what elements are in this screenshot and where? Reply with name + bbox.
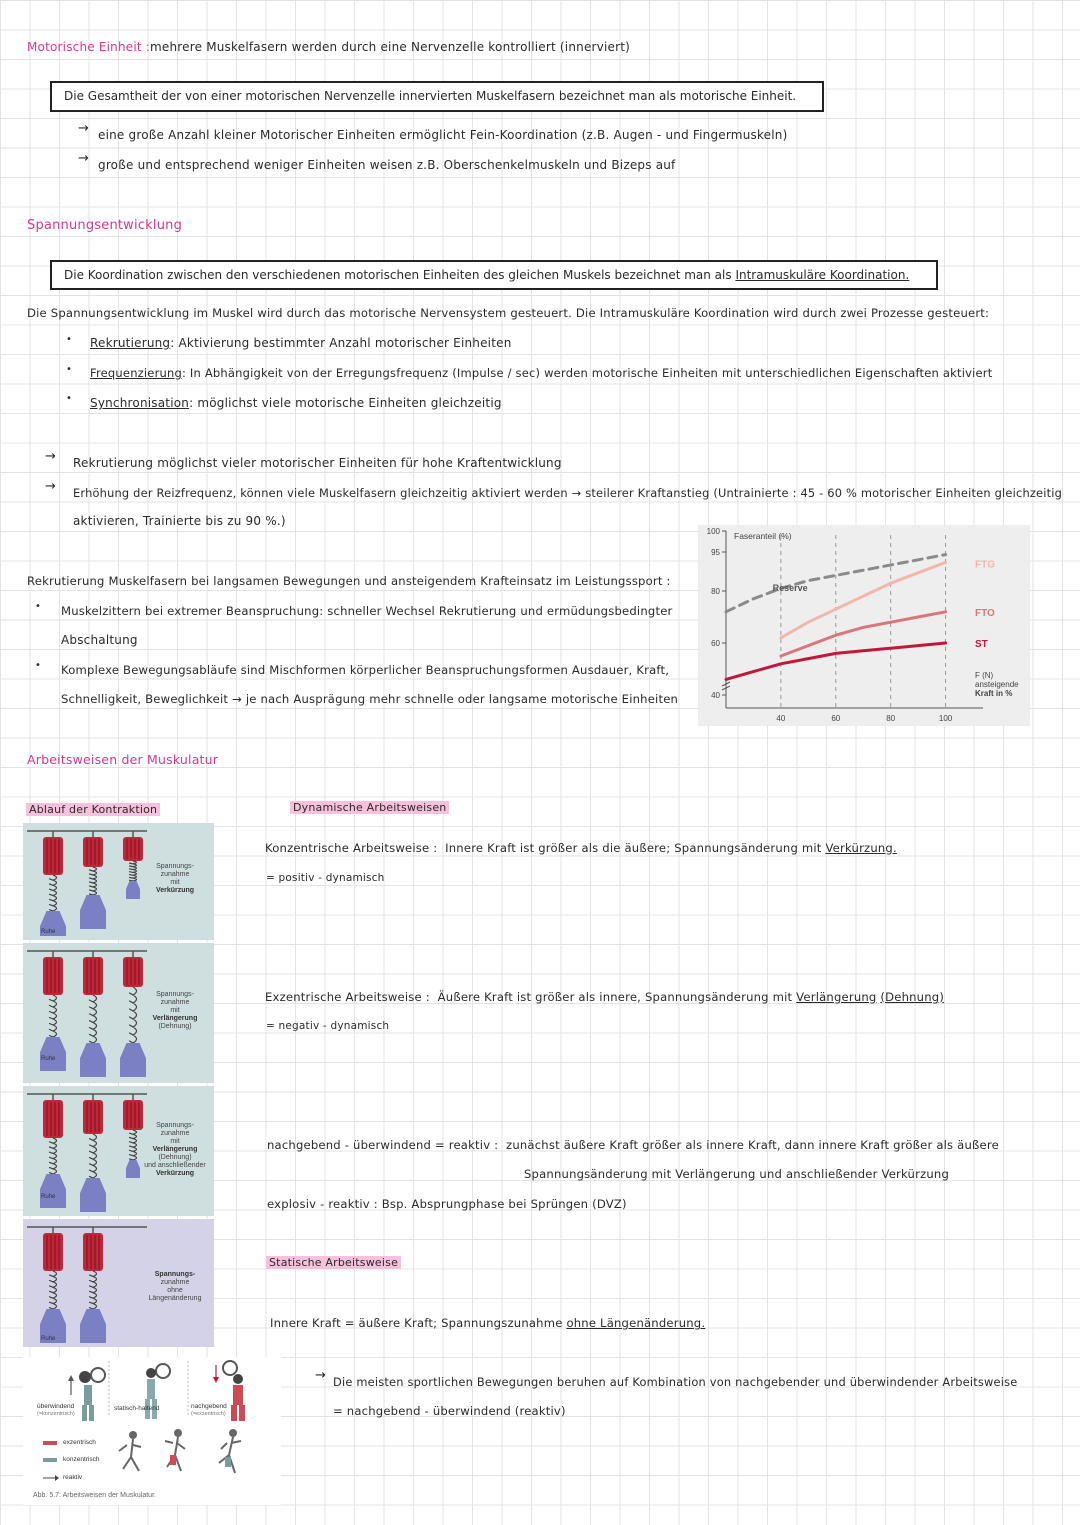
arrow-icon: → [315, 1368, 326, 1383]
motor-arrow-1: eine große Anzahl kleiner Motorischer Einheiten ermöglicht Fein-Koordination (z.B. Augen - und Fingermuskeln) [98, 128, 788, 142]
spring [130, 861, 137, 881]
bullet-icon: • [35, 660, 41, 671]
rekrutierung-line: Rekrutierung Muskelfasern bei langsamen Bewegungen und ansteigendem Krafteinsatz im Leistungssport : [27, 574, 671, 588]
motor-label: Motorische Einheit : [27, 40, 151, 54]
panel-line: zunahme [160, 1279, 190, 1286]
panel-label [145, 991, 205, 1031]
legend-konzentrisch: konzentrisch [63, 1456, 100, 1463]
arrow-icon: → [45, 449, 56, 464]
series-label-reserve: Reserve [772, 583, 808, 593]
motor-definition-box [50, 81, 824, 112]
exzentrisch-underline-1: Verlängerung [796, 990, 877, 1004]
x-axis-label: ansteigende [975, 680, 1019, 689]
bullet-icon: • [66, 334, 72, 345]
bullet-icon: • [66, 364, 72, 375]
ruhe-label: Ruhe [41, 1194, 56, 1200]
ablauf-heading [26, 803, 160, 816]
dynamisch-heading [290, 801, 449, 814]
spannung-intro: Die Spannungsentwicklung im Muskel wird durch das motorische Nervensystem gesteuert. Die Intramuskuläre Koordination wird durch zwei Prozesse gesteuert: [27, 306, 990, 320]
muscle-fibers [43, 837, 63, 875]
dynamisch-text: Dynamische Arbeitsweisen [290, 801, 449, 814]
panel-bold: Verlängerung [152, 1146, 198, 1153]
term-rekrutierung: Rekrutierung [90, 336, 171, 350]
weight [80, 1043, 106, 1077]
motor-definition: mehrere Muskelfasern werden durch eine Nervenzelle kontrolliert (innerviert) [150, 40, 631, 54]
spannung-arrow-2b: aktivieren, Trainierte bis zu 90 %.) [73, 514, 286, 528]
bullet-komplex-cont: Schnelligkeit, Beweglichkeit → je nach Ausprägung mehr schnelle oder langsame motorische Einheiten [61, 692, 679, 706]
exzentrisch-line [265, 990, 944, 1004]
arbeitsweisen-figure [23, 1357, 281, 1505]
panel-bold: Verkürzung [155, 1170, 195, 1177]
term-frequenzierung: Frequenzierung [90, 366, 182, 380]
bullet-icon: • [66, 393, 72, 404]
label-ueberwindend: überwindend [37, 1403, 75, 1410]
y-tick-label: 95 [711, 548, 720, 557]
panel-line: (Dehnung) [158, 1154, 192, 1161]
bullet-komplex: Komplexe Bewegungsabläufe sind Mischformen körperlicher Beanspruchungsformen Ausdauer, Kraft, [61, 663, 670, 677]
label-nachgebend: nachgebend [191, 1403, 227, 1410]
muscle-fibers [123, 837, 143, 861]
arrow-icon: → [78, 151, 89, 166]
konzentrisch-eq: = positiv - dynamisch [266, 872, 385, 884]
arbeit-heading: Arbeitsweisen der Muskulatur [27, 752, 219, 767]
term-synchronisation: Synchronisation [90, 396, 190, 410]
x-axis-label: Kraft in % [975, 689, 1013, 698]
panel-line: zunahme [160, 1130, 190, 1137]
figure-caption: Abb. 5.7: Arbeitsweisen der Muskulatur. [33, 1492, 156, 1499]
label-nachgebend-sub: (=exzentrisch) [191, 1411, 226, 1417]
reaktiv-label: nachgebend - überwindend = reaktiv : [267, 1138, 499, 1152]
panel-bold: Verlängerung [152, 1015, 198, 1022]
exzentrisch-underline-2: (Dehnung) [880, 990, 945, 1004]
panel-bold: Verkürzung [155, 887, 195, 894]
ablauf-text: Ablauf der Kontraktion [26, 803, 160, 816]
label-ueberwindend-sub: (=konzentrisch) [37, 1411, 75, 1417]
reaktiv-line [267, 1138, 999, 1152]
athlete-illustration [23, 1357, 281, 1505]
weight [40, 1037, 66, 1071]
panel-label [141, 1271, 209, 1303]
spannung-heading: Spannungsentwicklung [27, 218, 183, 233]
y-tick-label: 100 [706, 527, 720, 536]
spannung-definition-box [50, 260, 938, 290]
contraction-panel-statisch [23, 1219, 214, 1347]
panel-line: ohne [167, 1287, 183, 1294]
chart-svg [698, 525, 1030, 726]
series-label-fto: FTO [975, 607, 995, 619]
muscle-fibers [123, 957, 143, 987]
panel-line: Spannungs- [156, 991, 194, 998]
spring [90, 995, 97, 1043]
process-synchronisation [90, 396, 502, 410]
panel-line: Spannungs- [156, 863, 194, 870]
y-tick-label: 80 [711, 587, 720, 596]
explosiv-reaktiv-line: explosiv - reaktiv : Bsp. Absprungphase bei Sprüngen (DVZ) [267, 1197, 627, 1211]
intramuskulaere-koordination-term: Intramuskuläre Koordination. [735, 268, 910, 282]
spring [50, 875, 57, 911]
muscle-fibers [123, 1100, 143, 1130]
motor-arrow-2: große und entsprechend weniger Einheiten weisen z.B. Oberschenkelmuskeln und Bizeps auf [98, 158, 676, 172]
weight [80, 1178, 106, 1212]
panel-line: mit [170, 1138, 180, 1145]
spannung-box-text: Die Koordination zwischen den verschiedenen motorischen Einheiten des gleichen Muskels bezeichnet man als [64, 268, 732, 282]
text-frequenzierung: : In Abhängigkeit von der Erregungsfrequenz (Impulse / sec) werden motorische Einheiten mit unterschiedlichen Eigenschaften aktiviert [182, 366, 993, 380]
panel-line: und anschließender [144, 1162, 206, 1169]
statisch-underline: ohne Längenänderung. [566, 1316, 706, 1330]
final-line-2: = nachgebend - überwindend (reaktiv) [333, 1404, 566, 1418]
muscle-fibers [83, 957, 103, 995]
spring [90, 1271, 97, 1309]
exzentrisch-eq: = negativ - dynamisch [266, 1020, 390, 1032]
arrow-icon: → [45, 479, 56, 494]
ruhe-label: Ruhe [41, 1056, 56, 1062]
spannung-arrow-2: Erhöhung der Reizfrequenz, können viele Muskelfasern gleichzeitig aktiviert werden → steilerer Kraftanstieg (Untrainierte : 45 - 60 % motorischer Einheiten gleichzeitig [73, 486, 1063, 500]
statisch-heading [266, 1256, 401, 1269]
panel-line: mit [170, 879, 180, 886]
contraction-panel-exzentrisch [23, 943, 214, 1083]
arrow-icon: → [78, 121, 89, 136]
panel-line: Spannungs- [154, 1271, 196, 1278]
bullet-muskelzittern-cont: Abschaltung [61, 633, 138, 647]
spannung-arrow-1: Rekrutierung möglichst vieler motorischer Einheiten für hohe Kraftentwicklung [73, 456, 562, 470]
bullet-icon: • [35, 601, 41, 612]
x-tick-label: 60 [831, 714, 841, 723]
exzentrisch-text: Äußere Kraft ist größer als innere, Spannungsänderung mit [437, 990, 793, 1004]
x-tick-label: 100 [938, 714, 953, 723]
spring [50, 1138, 57, 1174]
konzentrisch-line [265, 841, 897, 855]
weight [40, 1174, 66, 1208]
text-rekrutierung: : Aktivierung bestimmter Anzahl motorischer Einheiten [170, 336, 512, 350]
legend-exzentrisch: exzentrisch [63, 1439, 96, 1446]
final-line-1: Die meisten sportlichen Bewegungen beruhen auf Kombination von nachgebender und überwindender Arbeitsweise [333, 1375, 1018, 1389]
weight [126, 1160, 140, 1178]
weight [80, 895, 106, 929]
y-axis-label: Faseranteil (%) [734, 531, 792, 541]
fiber-recruitment-chart [698, 525, 1030, 726]
exzentrisch-label: Exzentrische Arbeitsweise : [265, 990, 430, 1004]
spring [90, 867, 97, 895]
muscle-fibers [43, 957, 63, 995]
reaktiv-text: zunächst äußere Kraft größer als innere Kraft, dann innere Kraft größer als äußere [506, 1138, 999, 1152]
process-frequenzierung [90, 366, 992, 380]
spring [130, 987, 137, 1043]
ruhe-label: Ruhe [41, 1336, 56, 1342]
text-synchronisation: : möglichst viele motorische Einheiten gleichzeitig [189, 396, 502, 410]
series-label-st: ST [975, 639, 988, 650]
series-label-ftg: FTG [975, 559, 995, 571]
statisch-text: Statische Arbeitsweise [266, 1256, 401, 1269]
statisch-line [270, 1316, 705, 1330]
panel-line: Spannungs- [156, 1122, 194, 1129]
muscle-fibers [83, 837, 103, 867]
spring [50, 995, 57, 1037]
konzentrisch-label: Konzentrische Arbeitsweise : [265, 841, 438, 855]
y-tick-label: 60 [711, 639, 720, 648]
muscle-fibers [43, 1100, 63, 1138]
weight [126, 881, 140, 899]
ruhe-label: Ruhe [41, 929, 56, 935]
panel-line: Längenänderung [148, 1295, 202, 1302]
panel-line: zunahme [160, 999, 190, 1006]
spring [130, 1130, 137, 1160]
spring [50, 1271, 57, 1309]
label-statisch-haltend: statisch-haltend [114, 1405, 160, 1412]
x-axis-label: F (N) [975, 671, 994, 680]
reaktiv-text-2: Spannungsänderung mit Verlängerung und anschließender Verkürzung [524, 1167, 950, 1181]
contraction-panel-konzentrisch [23, 823, 214, 940]
weight [80, 1309, 106, 1343]
panel-line: zunahme [160, 871, 190, 878]
x-tick-label: 40 [776, 714, 786, 723]
panel-line: mit [170, 1007, 180, 1014]
bullet-muskelzittern: Muskelzittern bei extremer Beanspruchung: schneller Wechsel Rekrutierung und ermüdungsbedingter [61, 604, 673, 618]
x-tick-label: 80 [886, 714, 896, 723]
muscle-fibers [83, 1233, 103, 1271]
konzentrisch-underline: Verkürzung. [825, 841, 897, 855]
panel-line: (Dehnung) [158, 1023, 192, 1030]
process-rekrutierung [90, 336, 512, 350]
muscle-fibers [83, 1100, 103, 1134]
y-tick-label: 40 [711, 691, 720, 700]
legend-reaktiv: reaktiv [63, 1474, 83, 1481]
muscle-fibers [43, 1233, 63, 1271]
statisch-desc: Innere Kraft = äußere Kraft; Spannungszunahme [270, 1316, 563, 1330]
motor-box-text: Die Gesamtheit der von einer motorischen Nervenzelle innervierten Muskelfasern bezeichnet man als motorische Einheit. [64, 89, 797, 103]
spring [90, 1134, 97, 1178]
konzentrisch-text: Innere Kraft ist größer als die äußere; Spannungsänderung mit [445, 841, 822, 855]
panel-label [141, 1122, 209, 1178]
contraction-panel-reaktiv [23, 1086, 214, 1216]
panel-label [145, 863, 205, 895]
weight [120, 1043, 146, 1077]
